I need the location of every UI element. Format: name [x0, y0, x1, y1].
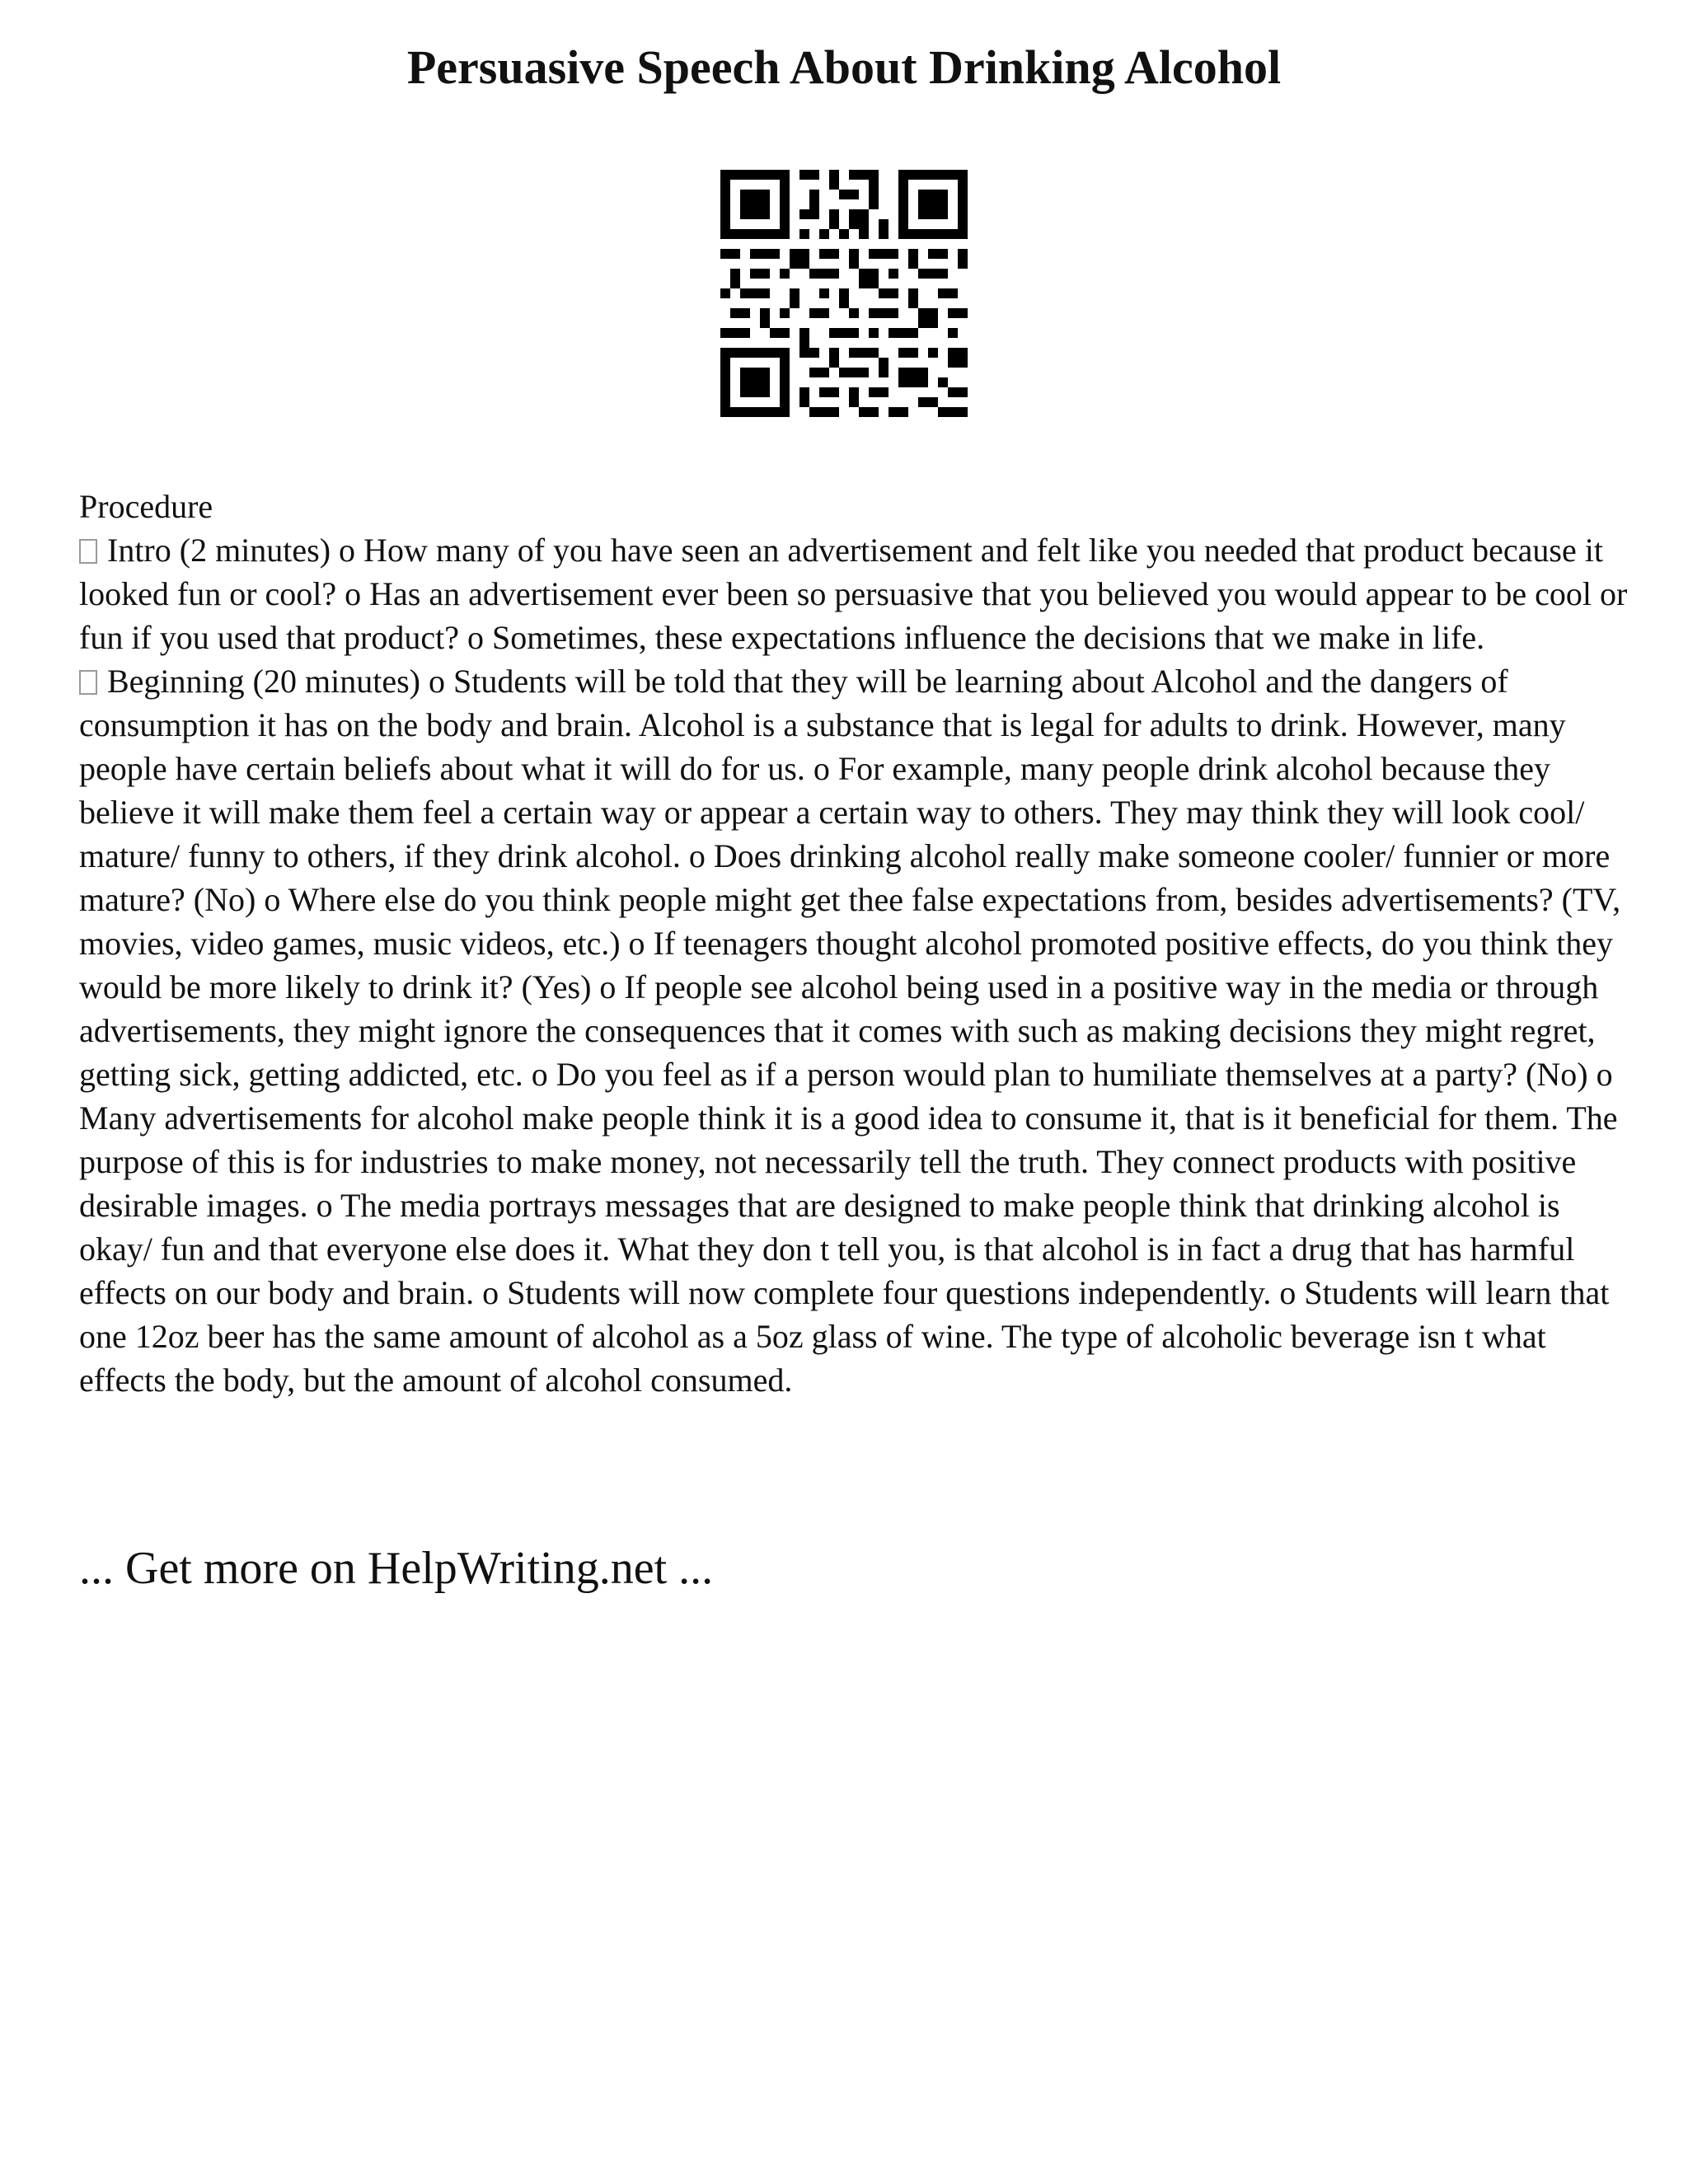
- qr-code-icon[interactable]: [720, 170, 968, 417]
- section-heading: Procedure: [79, 488, 213, 525]
- list-item-text: Beginning (20 minutes) o Students will be told that they will be learning about Alcohol and the dangers of consumption it has on the body and brain. Alcohol is a substance that is legal for adults to drink. However, many people have certain beliefs about what it will do for us. o For example, many people drink alcohol because they believe it will make them feel a certain way or appear a certain way to others. They may think they will look cool/ mature/ funny to others, if they drink alcohol. o Does drinking alcohol really make someone cooler/ funnier or more mature? (No) o Where else do you think people might get thee false expectations from, besides advertisements? (TV, movies, video games, music videos, etc.) o If teenagers thought alcohol promoted positive effects, do you think they would be more likely to drink it? (Yes) o If people see alcohol being used in a positive way in the media or through advertisements, they might ignore the consequences that it comes with such as making decisions they might regret, getting sick, getting addicted, etc. o Do you feel as if a person would plan to humiliate themselves at a party? (No) o Many advertisements for alcohol make people think it is a good idea to consume it, that is it beneficial for them. The purpose of this is for industries to make money, not necessarily tell the truth. They connect products with positive desirable images. o The media portrays messages that are designed to make people think that drinking alcohol is okay/ fun and that everyone else does it. What they don t tell you, is that alcohol is in fact a drug that has harmful effects on our body and brain. o Students will now complete four questions independently. o Students will learn that one 12oz beer has the same amount of alcohol as a 5oz glass of wine. The type of alcoholic beverage isn t what effects the body, but the amount of alcohol consumed.: [79, 663, 1621, 1399]
- list-item-text: Intro (2 minutes) o How many of you have seen an advertisement and felt like you needed that product because it looked fun or cool? o Has an advertisement ever been so persuasive that you believed you would appear to be cool or fun if you used that product? o Sometimes, these expectations influence the decisions that we make in life.: [79, 532, 1628, 656]
- missing-glyph-box-icon: [79, 670, 97, 695]
- missing-glyph-box-icon: [79, 539, 97, 564]
- get-more-link[interactable]: ... Get more on HelpWriting.net ...: [79, 1543, 714, 1594]
- page-title: Persuasive Speech About Drinking Alcohol: [406, 40, 1282, 94]
- list-item: [79, 528, 1629, 659]
- list-item: [79, 659, 1629, 1402]
- document-body: [79, 485, 1629, 1402]
- qr-code-graphic: [720, 170, 968, 417]
